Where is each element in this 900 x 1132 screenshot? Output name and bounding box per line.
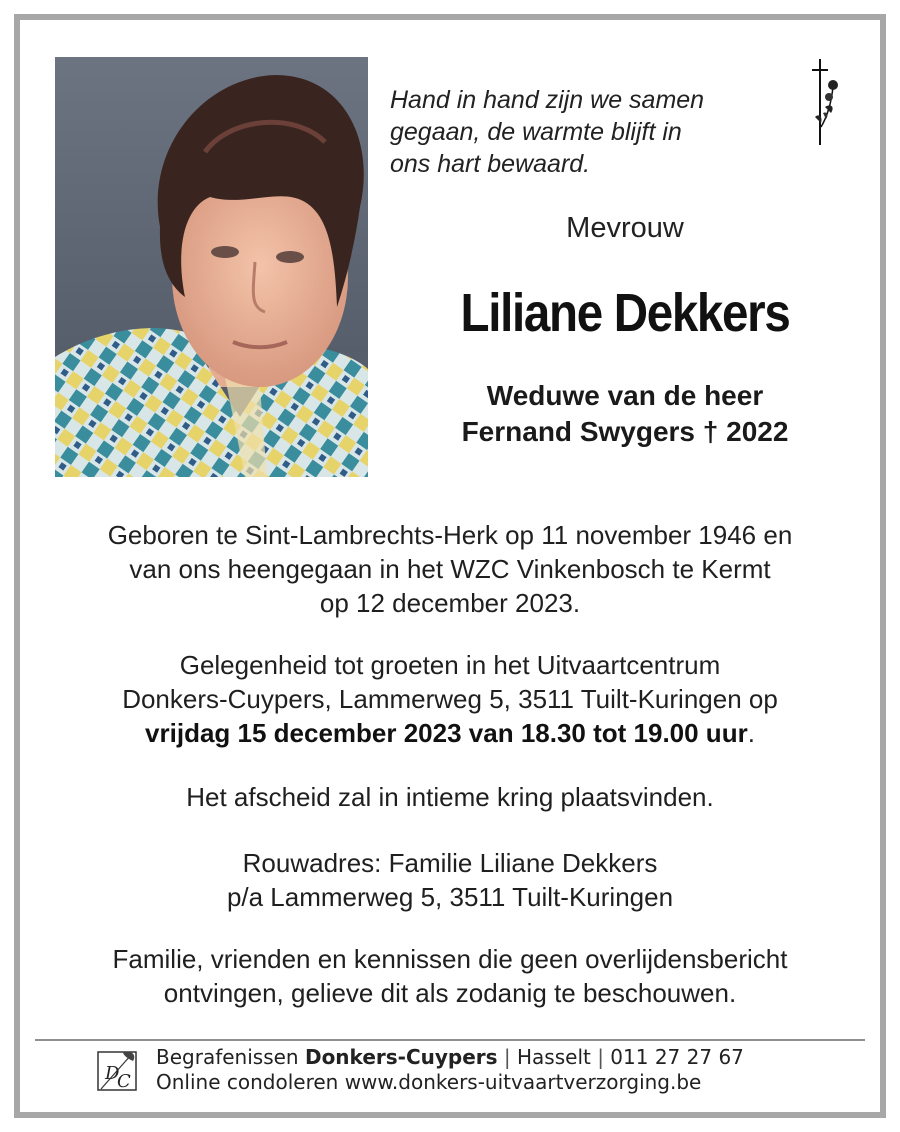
funeral-home-logo-icon xyxy=(97,1049,139,1093)
cross-with-rose-icon xyxy=(801,57,843,147)
separator: | xyxy=(590,1045,611,1069)
footer-contact-line xyxy=(156,1045,744,1070)
portrait-photo xyxy=(55,57,368,477)
svg-text:C: C xyxy=(117,1071,131,1092)
quote-line: ons hart bewaard. xyxy=(390,150,591,178)
paragraph-line: van ons heengegaan in het WZC Vinkenbosch te Kermt xyxy=(129,554,771,584)
farewell-paragraph xyxy=(40,780,860,814)
birth-death-paragraph xyxy=(40,518,860,620)
paragraph-line: Geboren te Sint-Lambrechts-Herk op 11 november 1946 en xyxy=(107,520,793,550)
svg-text:D: D xyxy=(105,1063,120,1084)
quote-line: Hand in hand zijn we samen xyxy=(390,86,705,114)
paragraph-line: Gelegenheid tot groeten in het Uitvaartcentrum xyxy=(179,650,721,680)
memorial-quote xyxy=(390,84,770,180)
widow-line: Fernand Swygers † 2022 xyxy=(461,416,789,447)
visitation-date-suffix: . xyxy=(747,718,755,748)
deceased-name: Liliane Dekkers xyxy=(460,283,790,343)
widow-statement xyxy=(410,378,840,450)
quote-line: gegaan, de warmte blijft in xyxy=(390,118,682,146)
visitation-date-line xyxy=(40,716,860,750)
company-name: Donkers-Cuypers xyxy=(304,1045,498,1069)
paragraph-line: op 12 december 2023. xyxy=(319,588,581,618)
visitation-paragraph xyxy=(40,648,860,750)
paragraph-line: Rouwadres: Familie Liliane Dekkers xyxy=(242,848,658,878)
address-paragraph xyxy=(40,846,860,914)
paragraph-line: p/a Lammerweg 5, 3511 Tuilt-Kuringen xyxy=(226,882,674,912)
visitation-date: vrijdag 15 december 2023 van 18.30 tot 19.00 uur xyxy=(145,718,748,748)
footer-divider xyxy=(35,1039,865,1041)
phone-number: 011 27 27 67 xyxy=(610,1045,744,1069)
paragraph-line: Het afscheid zal in intieme kring plaatsvinden. xyxy=(186,782,714,812)
funeral-home-footer xyxy=(156,1045,744,1095)
condolence-link[interactable]: Online condoleren www.donkers-uitvaartverzorging.be xyxy=(156,1070,702,1094)
paragraph-line: Familie, vrienden en kennissen die geen overlijdensbericht xyxy=(112,944,788,974)
widow-line: Weduwe van de heer xyxy=(486,380,764,411)
paragraph-line: ontvingen, gelieve dit als zodanig te beschouwen. xyxy=(163,978,737,1008)
notice-paragraph xyxy=(40,942,860,1010)
city: Hasselt xyxy=(517,1045,591,1069)
footer-prefix: Begrafenissen xyxy=(156,1045,305,1069)
paragraph-line: Donkers-Cuypers, Lammerweg 5, 3511 Tuilt-Kuringen op xyxy=(122,684,778,714)
separator: | xyxy=(497,1045,517,1069)
honorific: Mevrouw xyxy=(566,212,684,244)
